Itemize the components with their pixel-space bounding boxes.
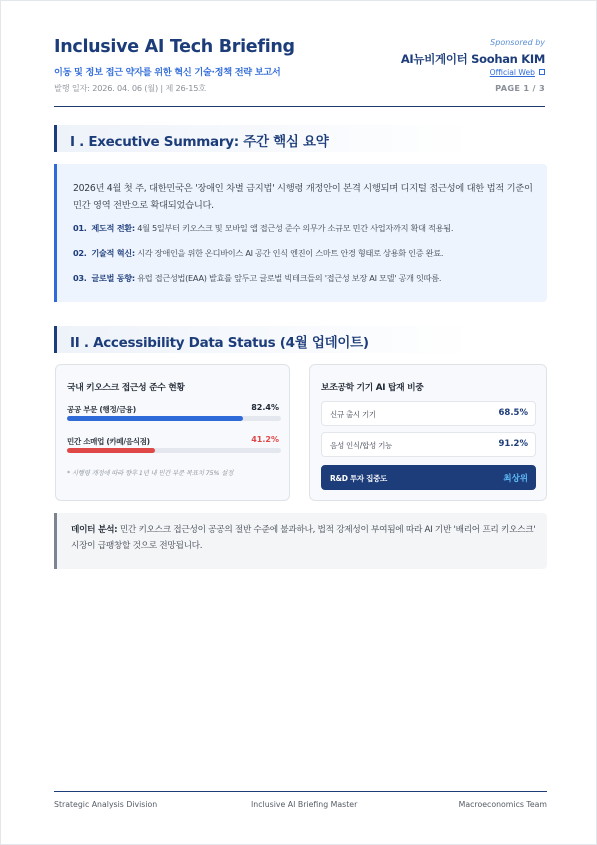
progress-fill-private: [67, 448, 155, 453]
stat-row: [321, 432, 536, 457]
point-number: 01.: [73, 223, 87, 233]
footer-left: Strategic Analysis Division: [54, 800, 158, 809]
summary-box: [54, 164, 547, 302]
point-number: 03.: [73, 273, 87, 283]
highlight-row: [321, 465, 536, 490]
analysis-paragraph: [71, 522, 536, 554]
summary-point: [73, 248, 543, 259]
official-web-label[interactable]: Official Web: [489, 68, 535, 77]
card-title: 보조공학 기기 AI 탑재 비중: [321, 383, 424, 393]
summary-intro: 2026년 4월 첫 주, 대한민국은 '장애인 차별 금지법' 시행령 개정안이 본격 시행되며 디지털 접근성에 대한 법적 기준이 민간 영역 전반으로 확대되었습니다.: [73, 183, 533, 211]
point-text: 유럽 접근성법(EAA) 발효를 앞두고 글로벌 빅테크들의 '접근성 보장 AI 모델' 공개 잇따름.: [137, 273, 442, 283]
official-web-link[interactable]: [490, 68, 545, 77]
point-title: 기술적 혁신:: [91, 248, 135, 258]
bar-label: 공공 부문 (행정/금융): [67, 405, 136, 414]
kiosk-compliance-card: [55, 364, 290, 501]
stat-value: 최상위: [503, 474, 528, 484]
footer-center: Inclusive AI Briefing Master: [251, 800, 358, 809]
device-ai-card: [309, 364, 547, 501]
report-title: Inclusive AI Tech Briefing: [54, 37, 295, 57]
page-indicator: PAGE 1 / 3: [495, 83, 545, 93]
point-text: 4월 5일부터 키오스크 및 모바일 앱 접근성 준수 의무가 소규모 민간 사업자까지 확대 적용됨.: [137, 223, 454, 233]
section-title: I . Executive Summary: 주간 핵심 요약: [70, 134, 329, 150]
point-title: 글로벌 동향:: [91, 273, 135, 283]
section-title: II . Accessibility Data Status (4월 업데이트): [70, 335, 369, 351]
footnote: * 시행령 개정에 따라 향후 1년 내 민간 부문 목표치 75% 설정: [67, 469, 234, 477]
card-title: 국내 키오스크 접근성 준수 현황: [67, 383, 185, 393]
external-link-icon: [539, 69, 545, 75]
analysis-box: [54, 513, 547, 569]
summary-point: [73, 273, 543, 284]
progress-fill-public: [67, 416, 243, 421]
analysis-text: 민간 키오스크 접근성이 공공의 절반 수준에 불과하나, 법적 강제성이 부여됨에 따라 AI 기반 '배리어 프리 키오스크' 시장이 급팽창할 것으로 전망됩니다.: [71, 525, 536, 551]
stat-row: [321, 401, 536, 426]
sponsored-label: Sponsored by: [490, 38, 545, 47]
stat-label: R&D 투자 집중도: [330, 474, 387, 483]
point-title: 제도적 전환:: [91, 223, 135, 233]
stat-label: 음성 인식/합성 기능: [330, 441, 392, 450]
bar-label: 민간 소매업 (카페/음식점): [67, 437, 150, 446]
bar-value: 41.2%: [251, 435, 279, 444]
point-text: 시각 장애인을 위한 온디바이스 AI 공간 인식 엔진이 스마트 안경 형태로 상용화 인증 완료.: [137, 248, 444, 258]
point-number: 02.: [73, 248, 87, 258]
progress-track: [67, 448, 281, 453]
report-footer: [54, 791, 547, 809]
sponsor-name: AI뉴비게이터 Soohan KIM: [400, 52, 545, 66]
footer-right: Macroeconomics Team: [458, 800, 547, 809]
summary-point: [73, 223, 543, 234]
report-header: [54, 37, 545, 107]
stat-label: 신규 출시 기기: [330, 410, 376, 419]
report-subtitle: 이동 및 정보 접근 약자를 위한 혁신 기술·정책 전략 보고서: [54, 67, 281, 78]
stat-value: 68.5%: [498, 408, 528, 418]
progress-track: [67, 416, 281, 421]
bar-value: 82.4%: [251, 403, 279, 412]
section-heading-data: [54, 326, 547, 353]
analysis-label: 데이터 분석:: [71, 525, 118, 535]
stat-value: 91.2%: [498, 439, 528, 449]
issue-info: 발행 일자: 2026. 04. 06 (월) | 제 26-15호: [54, 83, 206, 93]
section-heading-summary: [54, 125, 547, 152]
